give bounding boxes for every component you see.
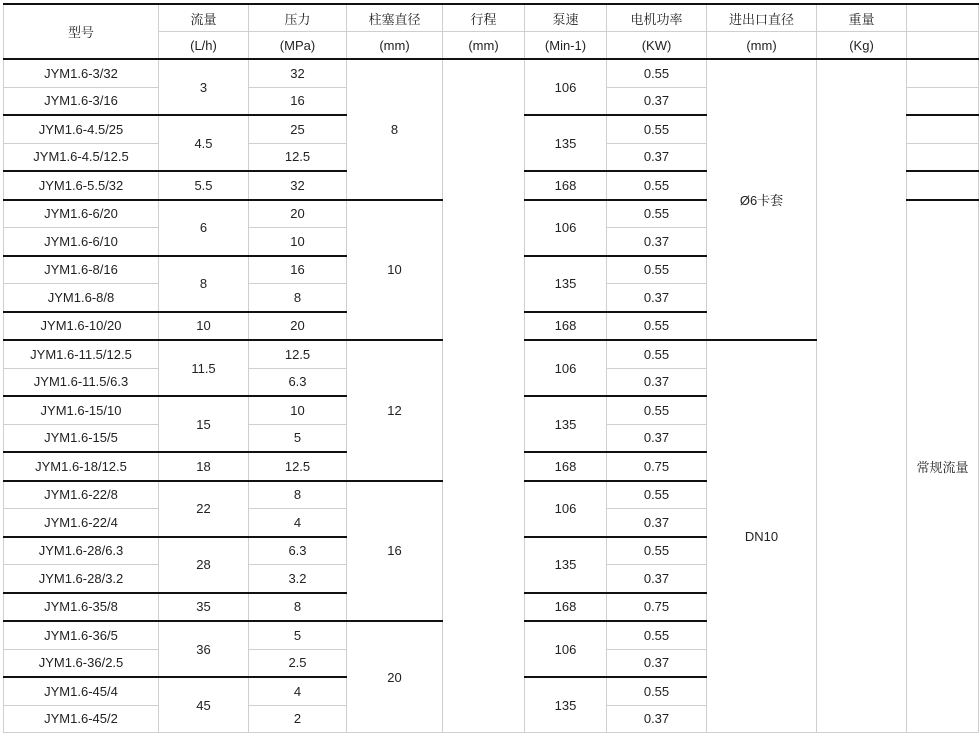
unit-pressure: (MPa) bbox=[249, 32, 347, 60]
cell-flow: 5.5 bbox=[159, 171, 249, 200]
cell-note bbox=[907, 171, 979, 200]
header-motor: 电机功率 bbox=[607, 4, 707, 32]
cell-flow: 35 bbox=[159, 593, 249, 622]
cell-model: JYM1.6-6/20 bbox=[4, 200, 159, 228]
unit-flow: (L/h) bbox=[159, 32, 249, 60]
cell-pressure: 12.5 bbox=[249, 340, 347, 368]
cell-model: JYM1.6-8/16 bbox=[4, 256, 159, 284]
cell-motor: 0.55 bbox=[607, 115, 707, 143]
cell-pressure: 32 bbox=[249, 59, 347, 87]
cell-motor: 0.55 bbox=[607, 677, 707, 705]
cell-speed: 135 bbox=[525, 256, 607, 312]
cell-speed: 106 bbox=[525, 621, 607, 677]
unit-speed: (Min-1) bbox=[525, 32, 607, 60]
cell-motor: 0.37 bbox=[607, 565, 707, 593]
cell-pressure: 8 bbox=[249, 481, 347, 509]
cell-note bbox=[907, 59, 979, 87]
cell-note-label: 常规流量 bbox=[907, 200, 979, 733]
cell-speed: 135 bbox=[525, 396, 607, 452]
cell-flow: 10 bbox=[159, 312, 249, 341]
cell-speed: 168 bbox=[525, 312, 607, 341]
cell-speed: 135 bbox=[525, 677, 607, 733]
cell-model: JYM1.6-35/8 bbox=[4, 593, 159, 622]
cell-motor: 0.55 bbox=[607, 396, 707, 424]
cell-plunger: 16 bbox=[347, 481, 443, 622]
cell-pressure: 6.3 bbox=[249, 537, 347, 565]
header-speed: 泵速 bbox=[525, 4, 607, 32]
unit-plunger: (mm) bbox=[347, 32, 443, 60]
unit-note bbox=[907, 32, 979, 60]
cell-model: JYM1.6-45/2 bbox=[4, 705, 159, 733]
cell-motor: 0.55 bbox=[607, 312, 707, 341]
cell-pressure: 3.2 bbox=[249, 565, 347, 593]
cell-speed: 106 bbox=[525, 340, 607, 396]
cell-model: JYM1.6-5.5/32 bbox=[4, 171, 159, 200]
cell-motor: 0.55 bbox=[607, 537, 707, 565]
cell-speed: 168 bbox=[525, 452, 607, 481]
cell-model: JYM1.6-3/32 bbox=[4, 59, 159, 87]
cell-speed: 168 bbox=[525, 171, 607, 200]
cell-motor: 0.75 bbox=[607, 452, 707, 481]
cell-motor: 0.37 bbox=[607, 284, 707, 312]
cell-speed: 135 bbox=[525, 537, 607, 593]
cell-speed: 135 bbox=[525, 115, 607, 171]
unit-stroke: (mm) bbox=[443, 32, 525, 60]
cell-speed: 168 bbox=[525, 593, 607, 622]
cell-pressure: 2 bbox=[249, 705, 347, 733]
cell-pressure: 16 bbox=[249, 87, 347, 115]
cell-motor: 0.55 bbox=[607, 621, 707, 649]
header-pressure: 压力 bbox=[249, 4, 347, 32]
cell-pressure: 6.3 bbox=[249, 368, 347, 396]
cell-model: JYM1.6-6/10 bbox=[4, 228, 159, 256]
pump-spec-table bbox=[3, 3, 979, 733]
cell-model: JYM1.6-3/16 bbox=[4, 87, 159, 115]
cell-pressure: 5 bbox=[249, 621, 347, 649]
cell-pressure: 12.5 bbox=[249, 452, 347, 481]
cell-motor: 0.55 bbox=[607, 256, 707, 284]
cell-port: DN10 bbox=[707, 340, 817, 733]
header-stroke: 行程 bbox=[443, 4, 525, 32]
cell-plunger: 8 bbox=[347, 59, 443, 200]
cell-model: JYM1.6-36/2.5 bbox=[4, 649, 159, 677]
cell-motor: 0.55 bbox=[607, 59, 707, 87]
unit-port: (mm) bbox=[707, 32, 817, 60]
cell-motor: 0.55 bbox=[607, 200, 707, 228]
table-row bbox=[4, 59, 979, 87]
cell-flow: 6 bbox=[159, 200, 249, 256]
cell-speed: 106 bbox=[525, 59, 607, 115]
cell-flow: 11.5 bbox=[159, 340, 249, 396]
cell-pressure: 20 bbox=[249, 312, 347, 341]
header-model: 型号 bbox=[4, 4, 159, 59]
cell-flow: 28 bbox=[159, 537, 249, 593]
cell-model: JYM1.6-28/6.3 bbox=[4, 537, 159, 565]
header-port: 进出口直径 bbox=[707, 4, 817, 32]
cell-model: JYM1.6-15/5 bbox=[4, 424, 159, 452]
header-weight: 重量 bbox=[817, 4, 907, 32]
cell-pressure: 20 bbox=[249, 200, 347, 228]
cell-motor: 0.55 bbox=[607, 340, 707, 368]
cell-model: JYM1.6-15/10 bbox=[4, 396, 159, 424]
header-plunger: 柱塞直径 bbox=[347, 4, 443, 32]
cell-model: JYM1.6-4.5/25 bbox=[4, 115, 159, 143]
cell-port: Ø6卡套 bbox=[707, 59, 817, 340]
cell-motor: 0.75 bbox=[607, 593, 707, 622]
cell-model: JYM1.6-10/20 bbox=[4, 312, 159, 341]
cell-flow: 15 bbox=[159, 396, 249, 452]
cell-note bbox=[907, 115, 979, 143]
cell-pressure: 25 bbox=[249, 115, 347, 143]
cell-stroke bbox=[443, 59, 525, 733]
cell-pressure: 8 bbox=[249, 284, 347, 312]
cell-model: JYM1.6-11.5/6.3 bbox=[4, 368, 159, 396]
cell-motor: 0.37 bbox=[607, 509, 707, 537]
cell-flow: 4.5 bbox=[159, 115, 249, 171]
cell-motor: 0.37 bbox=[607, 424, 707, 452]
header-flow: 流量 bbox=[159, 4, 249, 32]
cell-model: JYM1.6-11.5/12.5 bbox=[4, 340, 159, 368]
cell-flow: 45 bbox=[159, 677, 249, 733]
cell-speed: 106 bbox=[525, 481, 607, 537]
cell-model: JYM1.6-28/3.2 bbox=[4, 565, 159, 593]
cell-pressure: 16 bbox=[249, 256, 347, 284]
cell-model: JYM1.6-22/8 bbox=[4, 481, 159, 509]
cell-plunger: 10 bbox=[347, 200, 443, 341]
cell-motor: 0.37 bbox=[607, 705, 707, 733]
cell-motor: 0.37 bbox=[607, 228, 707, 256]
cell-flow: 22 bbox=[159, 481, 249, 537]
cell-motor: 0.37 bbox=[607, 368, 707, 396]
cell-pressure: 5 bbox=[249, 424, 347, 452]
cell-note bbox=[907, 143, 979, 171]
cell-pressure: 32 bbox=[249, 171, 347, 200]
cell-model: JYM1.6-22/4 bbox=[4, 509, 159, 537]
cell-flow: 18 bbox=[159, 452, 249, 481]
unit-weight: (Kg) bbox=[817, 32, 907, 60]
cell-pressure: 4 bbox=[249, 509, 347, 537]
cell-flow: 8 bbox=[159, 256, 249, 312]
cell-motor: 0.37 bbox=[607, 87, 707, 115]
cell-pressure: 2.5 bbox=[249, 649, 347, 677]
cell-pressure: 4 bbox=[249, 677, 347, 705]
cell-model: JYM1.6-18/12.5 bbox=[4, 452, 159, 481]
cell-flow: 3 bbox=[159, 59, 249, 115]
cell-pressure: 8 bbox=[249, 593, 347, 622]
cell-speed: 106 bbox=[525, 200, 607, 256]
cell-plunger: 20 bbox=[347, 621, 443, 733]
cell-motor: 0.37 bbox=[607, 649, 707, 677]
cell-model: JYM1.6-36/5 bbox=[4, 621, 159, 649]
header-note bbox=[907, 4, 979, 32]
cell-model: JYM1.6-45/4 bbox=[4, 677, 159, 705]
cell-motor: 0.37 bbox=[607, 143, 707, 171]
cell-pressure: 10 bbox=[249, 396, 347, 424]
cell-pressure: 10 bbox=[249, 228, 347, 256]
cell-flow: 36 bbox=[159, 621, 249, 677]
cell-motor: 0.55 bbox=[607, 171, 707, 200]
cell-weight bbox=[817, 59, 907, 733]
cell-model: JYM1.6-8/8 bbox=[4, 284, 159, 312]
unit-motor: (KW) bbox=[607, 32, 707, 60]
cell-model: JYM1.6-4.5/12.5 bbox=[4, 143, 159, 171]
cell-pressure: 12.5 bbox=[249, 143, 347, 171]
cell-plunger: 12 bbox=[347, 340, 443, 481]
cell-note bbox=[907, 87, 979, 115]
cell-motor: 0.55 bbox=[607, 481, 707, 509]
